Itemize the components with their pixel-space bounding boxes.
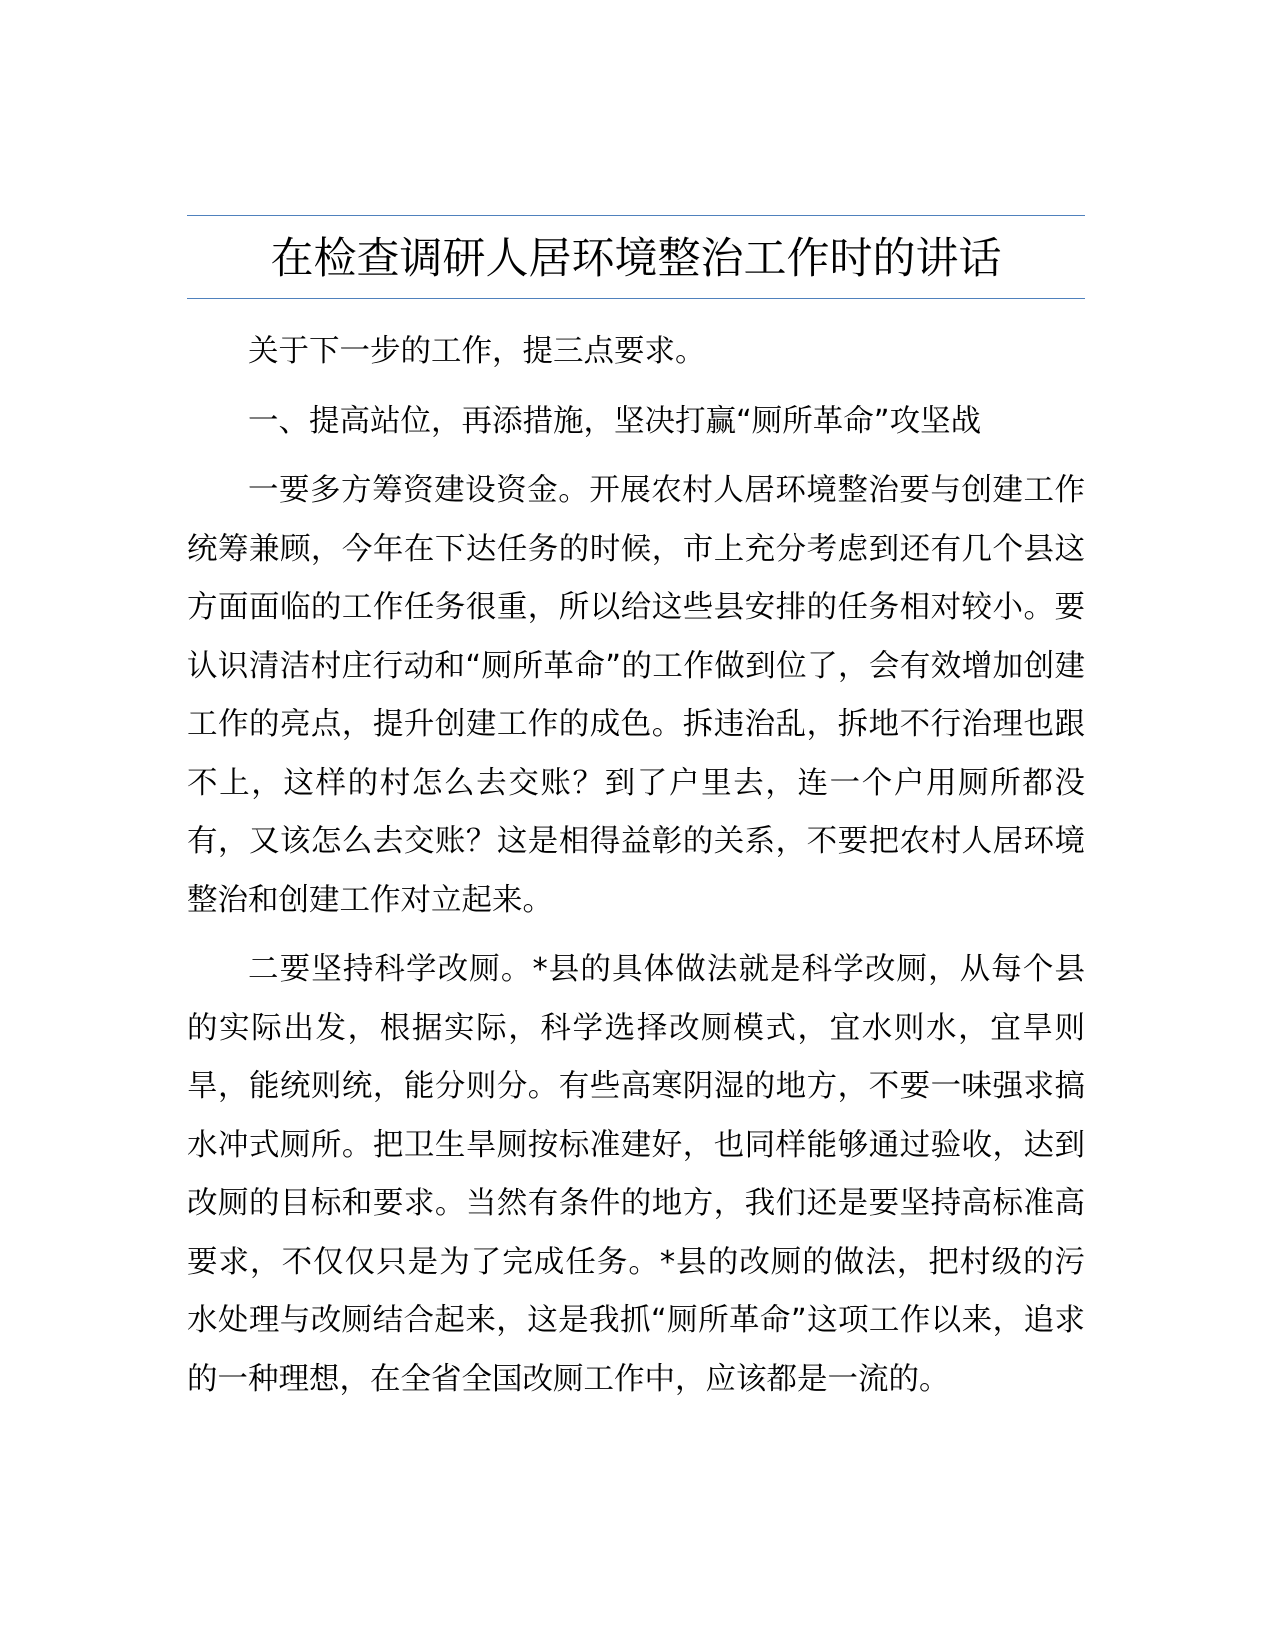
title-top-rule	[187, 215, 1085, 216]
document-title: 在检查调研人居环境整治工作时的讲话	[270, 234, 1002, 284]
intro-paragraph: 关于下一步的工作，提三点要求。	[248, 334, 706, 369]
section-heading: 一、提高站位，再添措施，坚决打赢“厕所革命”攻坚战	[248, 403, 982, 439]
body-paragraph: 二要坚持科学改厕。*县的具体做法就是科学改厕，从每个县的实际出发，根据实际，科学选择改厕模式，宜水则水，宜旱则旱，能统则统，能分则分。有些高寒阴湿的地方，不要一味强求搞水冲式厕所。把卫生旱厕按标准建好，也同样能够通过验收，达到改厕的目标和要求。当然有条件的地方，我们还是要坚持高标准高要求，不仅仅只是为了完成任务。*县的改厕的做法，把村级的污水处理与改厕结合起来，这是我抓“厕所革命”这项工作以来，追求的一种理想，在全省全国改厕工作中，应该都是一流的。	[187, 952, 1085, 1397]
body-paragraph: 一要多方筹资建设资金。开展农村人居环境整治要与创建工作统筹兼顾，今年在下达任务的时候，市上充分考虑到还有几个县这方面面临的工作任务很重，所以给这些县安排的任务相对较小。要认识清洁村庄行动和“厕所革命”的工作做到位了，会有效增加创建工作的亮点，提升创建工作的成色。拆违治乱，拆地不行治理也跟不上，这样的村怎么去交账？到了户里去，连一个户用厕所都没有，又该怎么去交账？这是相得益彰的关系，不要把农村人居环境整治和创建工作对立起来。	[187, 473, 1085, 918]
document-body	[187, 215, 1085, 1409]
title-bottom-rule	[187, 298, 1085, 299]
